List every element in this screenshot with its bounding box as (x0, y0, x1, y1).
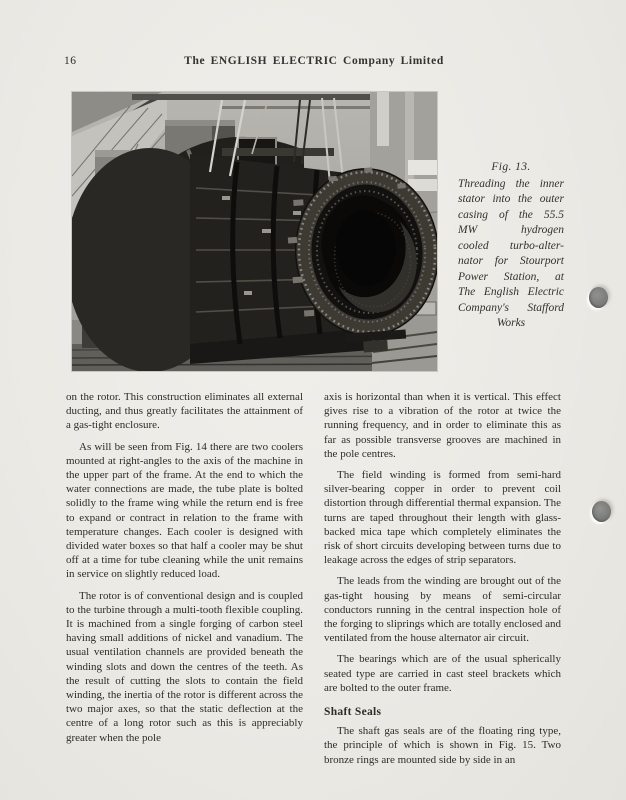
punch-hole-top (589, 287, 608, 308)
figure-label: Fig. 13. (491, 161, 531, 173)
running-header-title: The ENGLISH ELECTRIC Company Limited (184, 55, 444, 67)
paragraph: The bearings which are of the usual spherically seated type are carried in cast steel brackets which are bolted to the outer frame. (324, 653, 561, 694)
caption-line: cooled turbo-alter- (458, 239, 564, 252)
section-heading-shaft-seals: Shaft Seals (324, 706, 382, 719)
paragraph: The rotor is of conventional design and is coupled to the turbine through a multi-tooth flexible coupling. It is machined from a single forging of carbon steel having small additions of nickel and vanadium. The usual ventilation channels are provided beneath the winding slots and down the centres of the teeth. As the result of cutting the slots to contain the field winding, the inertia of the rotor is different across the two major axes, so that the static deflection at the centre of a long rotor such as this is appreciably greater when the pole (66, 589, 303, 744)
paragraph: The field winding is formed from semi-hard silver-bearing copper in order to prevent coil distortion through differential thermal expansion. The turns are taped throughout their length with glass-backed mica tape which completely eliminates the risk of short circuits developing between turns due to leakage across the edges of strip separators. (324, 469, 561, 567)
left-text-column (66, 390, 303, 752)
figure-caption (458, 160, 564, 332)
caption-line: Company's Stafford (458, 301, 564, 314)
paragraph: The leads from the winding are brought out of the gas-tight housing by means of semi-circular conductors running in the central inspection hole of the forging to sliprings which are totally enclosed and ventilated from the house alternator air circuit. (324, 575, 561, 645)
right-text-column (324, 390, 561, 774)
caption-line: Works (496, 317, 526, 329)
caption-line: stator into the outer (458, 193, 564, 205)
punch-hole-bottom (592, 501, 611, 522)
paragraph: As will be seen from Fig. 14 there are two coolers mounted at right-angles to the axis of the machine in the upper part of the frame. At the end to which the water connections are made, the tube plate is bolted solidly to the frame wing while the return end is free to expand or contract in relation to the frame with temperature changes. Each cooler is designed with divided water boxes so that half a cooler may be shut off at a time for tube cleaning while the unit remains in service on slightly reduced load. (66, 440, 303, 581)
caption-line: casing of the 55.5 (458, 208, 564, 221)
paragraph: on the rotor. This construction eliminates all external ducting, and thus greatly facilitates the attainment of a gas-tight enclosure. (66, 391, 303, 432)
caption-line: The English Electric (458, 286, 564, 298)
page-number: 16 (64, 55, 77, 67)
paragraph: The shaft gas seals are of the floating ring type, the principle of which is shown in Fig. 15. Two bronze rings are mounted side by side in an (324, 725, 561, 766)
figure-13-photo (72, 92, 437, 371)
paragraph: axis is horizontal than when it is vertical. This effect gives rise to a vibration of the rotor at twice the running frequency, and in order to eliminate this as far as possible transverse grooves are machined in the pole centres. (324, 391, 561, 460)
caption-line: MW hydrogen (458, 224, 564, 236)
caption-line: Power Station, at (458, 270, 564, 283)
stator-photo (72, 92, 437, 371)
caption-line: Threading the inner (458, 177, 564, 190)
caption-line: nator for Stourport (458, 255, 564, 267)
